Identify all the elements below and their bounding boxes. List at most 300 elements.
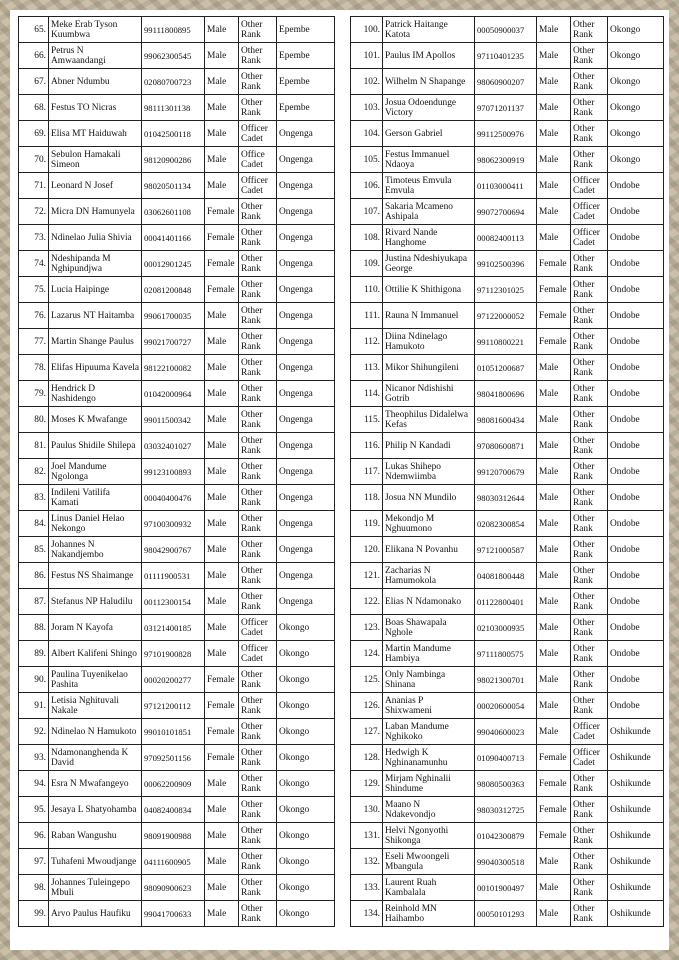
row-number-cell: 98. (19, 875, 49, 901)
rank-cell: Other Rank (239, 95, 277, 121)
id-number-cell: 97121200112 (142, 693, 205, 719)
table-row (19, 147, 335, 173)
table-row (351, 17, 664, 43)
id-number-cell: 98030312644 (475, 485, 537, 511)
id-number-cell: 00041401166 (142, 225, 205, 251)
table-row (19, 329, 335, 355)
row-number-cell: 134. (351, 901, 383, 927)
table-row (19, 251, 335, 277)
member-name-cell: Arvo Paulus Haufiku (49, 901, 142, 927)
gender-cell: Male (537, 407, 571, 433)
id-number-cell: 99072700694 (475, 199, 537, 225)
id-number-cell: 01103000411 (475, 173, 537, 199)
member-name-cell: Zacharias N Hamumokola (383, 563, 475, 589)
gender-cell: Male (205, 849, 239, 875)
table-row (19, 303, 335, 329)
member-name-cell: Lukas Shihepo Ndemwiimba (383, 459, 475, 485)
row-number-cell: 114. (351, 381, 383, 407)
id-number-cell: 99040300518 (475, 849, 537, 875)
member-name-cell: Philip N Kandadi (383, 433, 475, 459)
member-name-cell: Esra N Mwafangeyo (49, 771, 142, 797)
member-name-cell: Ottilie K Shithigona (383, 277, 475, 303)
rank-cell: Other Rank (239, 355, 277, 381)
gender-cell: Male (205, 615, 239, 641)
gender-cell: Male (537, 693, 571, 719)
gender-cell: Male (205, 69, 239, 95)
gender-cell: Male (205, 433, 239, 459)
table-row (351, 797, 664, 823)
gender-cell: Male (205, 43, 239, 69)
constituency-cell: Ondobe (608, 589, 664, 615)
row-number-cell: 101. (351, 43, 383, 69)
rank-cell: Other Rank (571, 433, 608, 459)
constituency-cell: Ongenga (277, 381, 335, 407)
member-name-cell: Ndinelao N Hamukoto (49, 719, 142, 745)
member-name-cell: Ndeshipanda M Nghipundjwa (49, 251, 142, 277)
gender-cell: Male (537, 459, 571, 485)
document-page (10, 10, 669, 950)
constituency-cell: Okongo (277, 823, 335, 849)
constituency-cell: Okongo (277, 667, 335, 693)
constituency-cell: Okongo (608, 69, 664, 95)
member-name-cell: Sakaria Mcameno Ashipala (383, 199, 475, 225)
member-name-cell: Johannes Tuleingepo Mbuli (49, 875, 142, 901)
gender-cell: Male (537, 17, 571, 43)
member-name-cell: Nicanor Ndishishi Gotrib (383, 381, 475, 407)
rank-cell: Other Rank (239, 329, 277, 355)
id-number-cell: 00050101293 (475, 901, 537, 927)
table-row (351, 173, 664, 199)
gender-cell: Male (205, 407, 239, 433)
constituency-cell: Epembe (277, 95, 335, 121)
member-name-cell: Timoteus Emvula Emvula (383, 173, 475, 199)
member-name-cell: Abner Ndumbu (49, 69, 142, 95)
gender-cell: Female (205, 199, 239, 225)
rank-cell: Other Rank (239, 537, 277, 563)
row-number-cell: 131. (351, 823, 383, 849)
roster-table-left (18, 16, 335, 927)
id-number-cell: 97092501156 (142, 745, 205, 771)
id-number-cell: 97071201137 (475, 95, 537, 121)
table-row (19, 563, 335, 589)
rank-cell: Other Rank (239, 69, 277, 95)
gender-cell: Male (537, 901, 571, 927)
id-number-cell: 02082300854 (475, 511, 537, 537)
gender-cell: Male (205, 121, 239, 147)
rank-cell: Other Rank (239, 251, 277, 277)
gender-cell: Male (537, 199, 571, 225)
member-name-cell: Josua NN Mundilo (383, 485, 475, 511)
constituency-cell: Ondobe (608, 641, 664, 667)
member-name-cell: Gerson Gabriel (383, 121, 475, 147)
constituency-cell: Ondobe (608, 537, 664, 563)
row-number-cell: 129. (351, 771, 383, 797)
constituency-cell: Ongenga (277, 329, 335, 355)
table-row (19, 485, 335, 511)
row-number-cell: 122. (351, 589, 383, 615)
gender-cell: Female (205, 225, 239, 251)
member-name-cell: Indileni Vatilifa Kamati (49, 485, 142, 511)
gender-cell: Male (205, 563, 239, 589)
member-name-cell: Theophilus Didalelwa Kefas (383, 407, 475, 433)
constituency-cell: Oshikunde (608, 901, 664, 927)
table-row (19, 771, 335, 797)
row-number-cell: 110. (351, 277, 383, 303)
table-row (19, 901, 335, 927)
rank-cell: Officer Cadet (239, 615, 277, 641)
member-name-cell: Josua Odoendunge Victory (383, 95, 475, 121)
member-name-cell: Patrick Haitange Katota (383, 17, 475, 43)
member-name-cell: Reinhold MN Haihambo (383, 901, 475, 927)
member-name-cell: Festus NS Shaimange (49, 563, 142, 589)
constituency-cell: Ongenga (277, 485, 335, 511)
table-row (351, 693, 664, 719)
row-number-cell: 125. (351, 667, 383, 693)
rank-cell: Other Rank (239, 43, 277, 69)
rank-cell: Other Rank (239, 563, 277, 589)
member-name-cell: Justina Ndeshiyukapa George (383, 251, 475, 277)
member-name-cell: Albert Kalifeni Shingo (49, 641, 142, 667)
gender-cell: Female (537, 277, 571, 303)
table-row (351, 485, 664, 511)
table-row (351, 69, 664, 95)
id-number-cell: 97122000052 (475, 303, 537, 329)
id-number-cell: 98091900988 (142, 823, 205, 849)
constituency-cell: Ongenga (277, 433, 335, 459)
rank-cell: Other Rank (239, 849, 277, 875)
table-row (19, 511, 335, 537)
table-row (351, 43, 664, 69)
rank-cell: Other Rank (571, 797, 608, 823)
constituency-cell: Oshikunde (608, 797, 664, 823)
member-name-cell: Letisia Nghituvali Nakale (49, 693, 142, 719)
id-number-cell: 98080500363 (475, 771, 537, 797)
member-name-cell: Martin Mandume Hambiya (383, 641, 475, 667)
member-name-cell: Johannes N Nakandjembo (49, 537, 142, 563)
constituency-cell: Ondobe (608, 225, 664, 251)
row-number-cell: 115. (351, 407, 383, 433)
rank-cell: Officer Cadet (239, 173, 277, 199)
id-number-cell: 02103000935 (475, 615, 537, 641)
gender-cell: Male (537, 485, 571, 511)
constituency-cell: Ondobe (608, 277, 664, 303)
id-number-cell: 01042000964 (142, 381, 205, 407)
table-row (19, 667, 335, 693)
rank-cell: Other Rank (571, 407, 608, 433)
table-row (351, 667, 664, 693)
gender-cell: Male (205, 641, 239, 667)
constituency-cell: Ongenga (277, 459, 335, 485)
table-row (19, 225, 335, 251)
constituency-cell: Okongo (277, 901, 335, 927)
constituency-cell: Ondobe (608, 355, 664, 381)
id-number-cell: 01111900531 (142, 563, 205, 589)
id-number-cell: 98090900623 (142, 875, 205, 901)
member-name-cell: Ananias P Shixwameni (383, 693, 475, 719)
id-number-cell: 99011500342 (142, 407, 205, 433)
constituency-cell: Ongenga (277, 407, 335, 433)
member-name-cell: Joel Mandume Ngolonga (49, 459, 142, 485)
row-number-cell: 133. (351, 875, 383, 901)
gender-cell: Male (205, 797, 239, 823)
id-number-cell: 02081200848 (142, 277, 205, 303)
id-number-cell: 98060900207 (475, 69, 537, 95)
member-name-cell: Festus Immanuel Ndaoya (383, 147, 475, 173)
member-name-cell: Laurent Ruah Kambalala (383, 875, 475, 901)
row-number-cell: 97. (19, 849, 49, 875)
gender-cell: Male (537, 667, 571, 693)
table-row (19, 719, 335, 745)
table-row (351, 121, 664, 147)
table-row (351, 589, 664, 615)
member-name-cell: Lazarus NT Haitamba (49, 303, 142, 329)
table-row (351, 147, 664, 173)
table-row (351, 901, 664, 927)
table-row (351, 745, 664, 771)
constituency-cell: Okongo (277, 719, 335, 745)
rank-cell: Other Rank (239, 667, 277, 693)
row-number-cell: 65. (19, 17, 49, 43)
rank-cell: Other Rank (571, 693, 608, 719)
id-number-cell: 00012901245 (142, 251, 205, 277)
member-name-cell: Helvi Ngonyothi Shikonga (383, 823, 475, 849)
constituency-cell: Okongo (277, 641, 335, 667)
roster-table-right (350, 16, 664, 927)
id-number-cell: 99062300545 (142, 43, 205, 69)
row-number-cell: 94. (19, 771, 49, 797)
id-number-cell: 01122800401 (475, 589, 537, 615)
id-number-cell: 97110401235 (475, 43, 537, 69)
rank-cell: Other Rank (571, 615, 608, 641)
constituency-cell: Ondobe (608, 485, 664, 511)
gender-cell: Male (205, 589, 239, 615)
id-number-cell: 98020501134 (142, 173, 205, 199)
id-number-cell: 03032401027 (142, 433, 205, 459)
rank-cell: Other Rank (571, 589, 608, 615)
member-name-cell: Raban Wangushu (49, 823, 142, 849)
rank-cell: Other Rank (239, 303, 277, 329)
constituency-cell: Ongenga (277, 563, 335, 589)
constituency-cell: Ondobe (608, 667, 664, 693)
member-name-cell: Ndamonanghenda K David (49, 745, 142, 771)
gender-cell: Female (205, 745, 239, 771)
constituency-cell: Okongo (277, 875, 335, 901)
gender-cell: Female (205, 667, 239, 693)
gender-cell: Female (205, 251, 239, 277)
row-number-cell: 102. (351, 69, 383, 95)
id-number-cell: 97121000587 (475, 537, 537, 563)
member-name-cell: Jesaya L Shatyohamba (49, 797, 142, 823)
rank-cell: Other Rank (239, 459, 277, 485)
gender-cell: Male (537, 381, 571, 407)
constituency-cell: Okongo (608, 43, 664, 69)
id-number-cell: 98041800696 (475, 381, 537, 407)
gender-cell: Male (205, 901, 239, 927)
member-name-cell: Boas Shawapala Nghole (383, 615, 475, 641)
id-number-cell: 00062200909 (142, 771, 205, 797)
gender-cell: Female (537, 823, 571, 849)
gender-cell: Male (205, 381, 239, 407)
gender-cell: Male (537, 173, 571, 199)
constituency-cell: Oshikunde (608, 875, 664, 901)
member-name-cell: Joram N Kayofa (49, 615, 142, 641)
row-number-cell: 75. (19, 277, 49, 303)
row-number-cell: 86. (19, 563, 49, 589)
constituency-cell: Ondobe (608, 199, 664, 225)
table-row (351, 641, 664, 667)
id-number-cell: 97101900828 (142, 641, 205, 667)
member-name-cell: Linus Daniel Helao Nekongo (49, 511, 142, 537)
constituency-cell: Okongo (277, 849, 335, 875)
table-row (351, 277, 664, 303)
id-number-cell: 98042900767 (142, 537, 205, 563)
member-name-cell: Elias N Ndamonako (383, 589, 475, 615)
id-number-cell: 98120900286 (142, 147, 205, 173)
member-name-cell: Hedwigh K Nghinanamunhu (383, 745, 475, 771)
id-number-cell: 00040400476 (142, 485, 205, 511)
row-number-cell: 82. (19, 459, 49, 485)
rank-cell: Officer Cadet (571, 745, 608, 771)
row-number-cell: 124. (351, 641, 383, 667)
row-number-cell: 116. (351, 433, 383, 459)
row-number-cell: 108. (351, 225, 383, 251)
rank-cell: Other Rank (571, 355, 608, 381)
row-number-cell: 118. (351, 485, 383, 511)
id-number-cell: 02080700723 (142, 69, 205, 95)
gender-cell: Female (205, 693, 239, 719)
constituency-cell: Ongenga (277, 147, 335, 173)
row-number-cell: 70. (19, 147, 49, 173)
rank-cell: Office Cadet (239, 147, 277, 173)
table-row (19, 459, 335, 485)
member-name-cell: Elisa MT Haiduwah (49, 121, 142, 147)
row-number-cell: 92. (19, 719, 49, 745)
table-row (19, 43, 335, 69)
gender-cell: Male (205, 511, 239, 537)
row-number-cell: 80. (19, 407, 49, 433)
row-number-cell: 66. (19, 43, 49, 69)
constituency-cell: Oshikunde (608, 719, 664, 745)
row-number-cell: 91. (19, 693, 49, 719)
rank-cell: Other Rank (571, 251, 608, 277)
member-name-cell: Martin Shange Paulus (49, 329, 142, 355)
rank-cell: Other Rank (571, 849, 608, 875)
gender-cell: Female (537, 771, 571, 797)
gender-cell: Male (205, 875, 239, 901)
id-number-cell: 01090400713 (475, 745, 537, 771)
rank-cell: Other Rank (571, 485, 608, 511)
row-number-cell: 104. (351, 121, 383, 147)
member-name-cell: Laban Mandume Nghikoko (383, 719, 475, 745)
row-number-cell: 83. (19, 485, 49, 511)
rank-cell: Other Rank (571, 875, 608, 901)
member-name-cell: Paulus Shidile Shilepa (49, 433, 142, 459)
table-row (19, 641, 335, 667)
gender-cell: Male (537, 43, 571, 69)
gender-cell: Female (537, 303, 571, 329)
rank-cell: Other Rank (571, 277, 608, 303)
gender-cell: Female (205, 719, 239, 745)
row-number-cell: 78. (19, 355, 49, 381)
member-name-cell: Micra DN Hamunyela (49, 199, 142, 225)
constituency-cell: Ondobe (608, 615, 664, 641)
table-row (351, 849, 664, 875)
table-row (351, 537, 664, 563)
rank-cell: Other Rank (239, 589, 277, 615)
member-name-cell: Festus TO Nicras (49, 95, 142, 121)
constituency-cell: Ondobe (608, 381, 664, 407)
table-row (19, 589, 335, 615)
rank-cell: Other Rank (571, 303, 608, 329)
id-number-cell: 01042500118 (142, 121, 205, 147)
row-number-cell: 113. (351, 355, 383, 381)
member-name-cell: Eseli Mwoongeli Mbangula (383, 849, 475, 875)
member-name-cell: Elikana N Povanhu (383, 537, 475, 563)
gender-cell: Male (537, 719, 571, 745)
row-number-cell: 95. (19, 797, 49, 823)
member-name-cell: Maano N Ndakevondjo (383, 797, 475, 823)
row-number-cell: 99. (19, 901, 49, 927)
constituency-cell: Ondobe (608, 173, 664, 199)
gender-cell: Female (205, 277, 239, 303)
id-number-cell: 03062601108 (142, 199, 205, 225)
table-row (351, 303, 664, 329)
id-number-cell: 01051200687 (475, 355, 537, 381)
gender-cell: Male (537, 875, 571, 901)
rank-cell: Other Rank (239, 745, 277, 771)
rank-cell: Other Rank (239, 797, 277, 823)
member-name-cell: Stefanus NP Haludilu (49, 589, 142, 615)
rank-cell: Other Rank (239, 511, 277, 537)
gender-cell: Male (205, 303, 239, 329)
rank-cell: Other Rank (571, 95, 608, 121)
id-number-cell: 98111301138 (142, 95, 205, 121)
member-name-cell: Sebulon Hamakali Simeon (49, 147, 142, 173)
gender-cell: Male (205, 355, 239, 381)
id-number-cell: 04082400834 (142, 797, 205, 823)
constituency-cell: Ongenga (277, 251, 335, 277)
rank-cell: Other Rank (571, 69, 608, 95)
row-number-cell: 109. (351, 251, 383, 277)
table-row (19, 199, 335, 225)
id-number-cell: 98081600434 (475, 407, 537, 433)
table-row (19, 875, 335, 901)
constituency-cell: Ondobe (608, 329, 664, 355)
rank-cell: Other Rank (239, 693, 277, 719)
rank-cell: Other Rank (571, 121, 608, 147)
table-row (19, 537, 335, 563)
constituency-cell: Epembe (277, 69, 335, 95)
constituency-cell: Ongenga (277, 121, 335, 147)
rank-cell: Other Rank (571, 17, 608, 43)
rank-cell: Other Rank (239, 771, 277, 797)
row-number-cell: 121. (351, 563, 383, 589)
constituency-cell: Ondobe (608, 511, 664, 537)
rank-cell: Other Rank (571, 459, 608, 485)
member-name-cell: Elifas Hipuuma Kavela (49, 355, 142, 381)
row-number-cell: 130. (351, 797, 383, 823)
gender-cell: Female (537, 329, 571, 355)
table-row (19, 693, 335, 719)
constituency-cell: Okongo (608, 121, 664, 147)
rank-cell: Other Rank (571, 329, 608, 355)
table-row (351, 329, 664, 355)
row-number-cell: 85. (19, 537, 49, 563)
member-name-cell: Rauna N Immanuel (383, 303, 475, 329)
row-number-cell: 84. (19, 511, 49, 537)
table-row (19, 355, 335, 381)
table-row (19, 745, 335, 771)
